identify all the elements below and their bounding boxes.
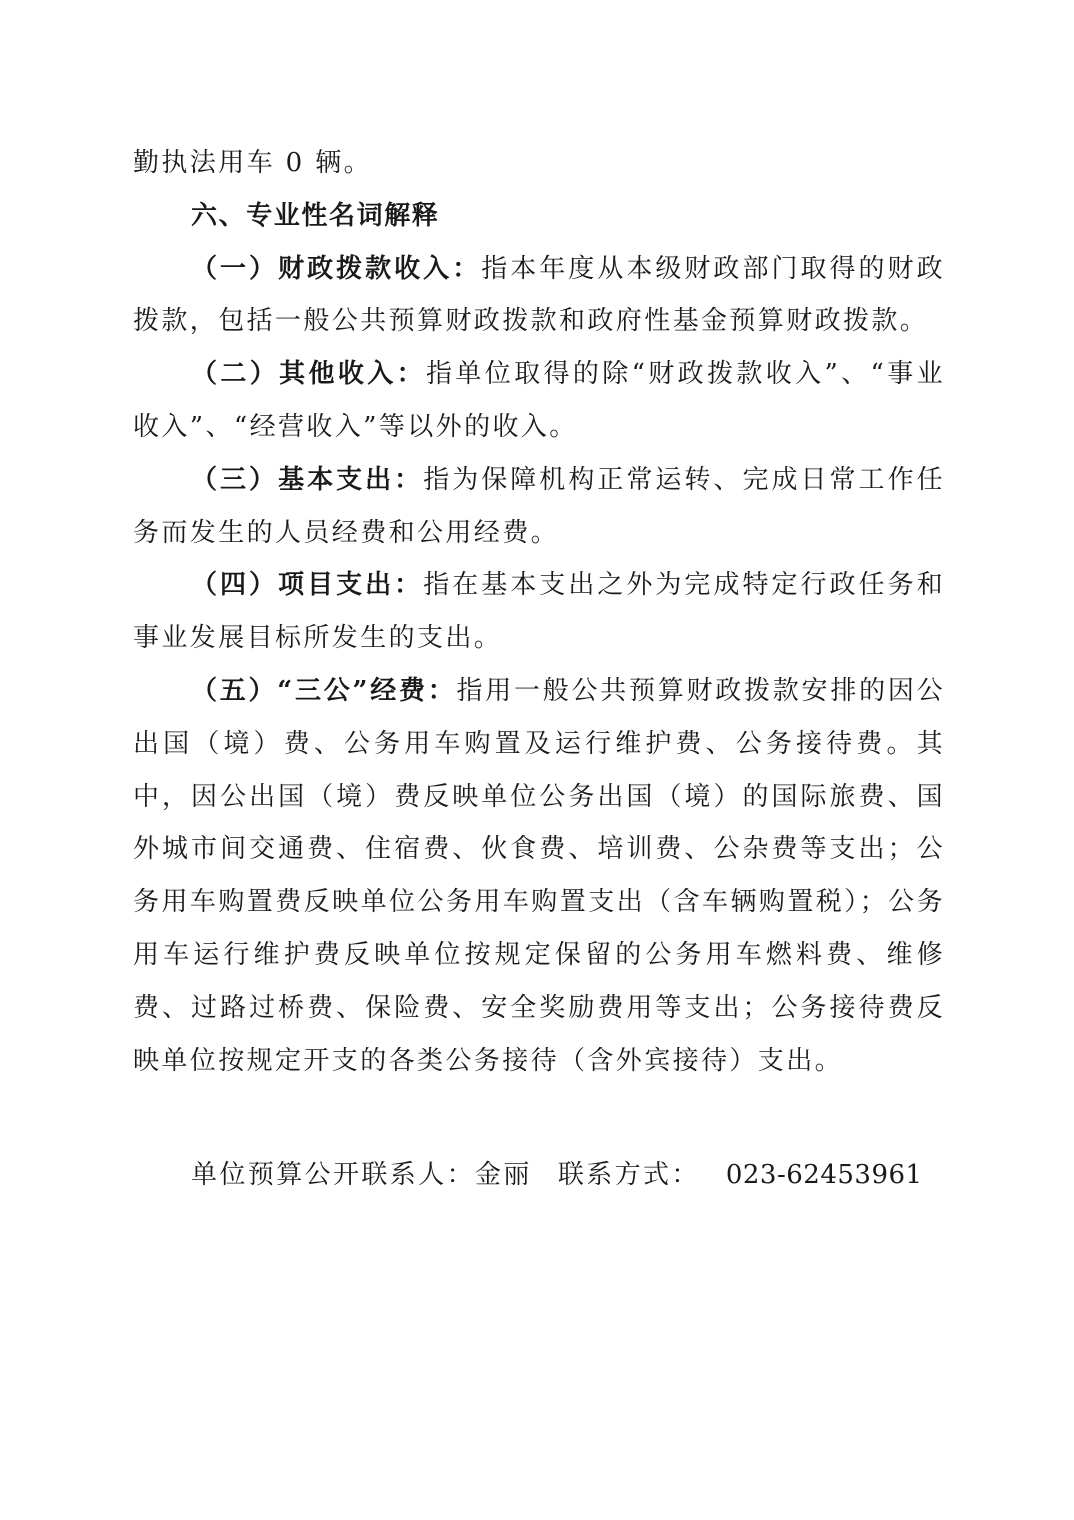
definition-term: （三）基本支出： xyxy=(191,464,424,495)
document-body xyxy=(133,137,945,1087)
definition-text: 指为保障机构正常运转、完成日常工作任务而发生的人员经费和公用经费。 xyxy=(133,464,946,548)
definition-paragraph xyxy=(133,348,945,454)
contact-name: 金丽 xyxy=(475,1160,532,1190)
definition-term: （四）项目支出： xyxy=(191,570,424,601)
contact-line xyxy=(191,1149,923,1202)
definition-paragraph xyxy=(133,559,945,665)
contact-method-label: 联系方式： xyxy=(557,1160,700,1190)
definition-text: 指在基本支出之外为完成特定行政任务和事业发展目标所发生的支出。 xyxy=(133,570,946,654)
definition-term: （五）“三公”经费： xyxy=(191,675,457,706)
definition-paragraph xyxy=(133,243,945,349)
continuation-paragraph: 勤执法用车 0 辆。 xyxy=(133,148,373,178)
definition-paragraph xyxy=(133,665,945,1087)
definition-text: 指用一般公共预算财政拨款安排的因公出国（境）费、公务用车购置及运行维护费、公务接待费。其中，因公出国（境）费反映单位公务出国（境）的国际旅费、国外城市间交通费、住宿费、伙食费、培训费、公杂费等支出；公务用车购置费反映单位公务用车购置支出（含车辆购置税）；公务用车运行维护费反映单位按规定保留的公务用车燃料费、维修费、过路过桥费、保险费、安全奖励费用等支出；公务接待费反映单位按规定开支的各类公务接待（含外宾接待）支出。 xyxy=(133,675,945,1076)
definition-term: （一）财政拨款收入： xyxy=(191,253,482,284)
contact-label: 单位预算公开联系人： xyxy=(191,1160,476,1190)
definition-term: （二）其他收入： xyxy=(191,359,426,390)
definition-paragraph xyxy=(133,454,945,560)
section-heading: 六、专业性名词解释 xyxy=(191,200,440,231)
definition-text: 指单位取得的除“财政拨款收入”、“事业收入”、“经营收入”等以外的收入。 xyxy=(133,359,946,442)
contact-phone: 023-62453961 xyxy=(725,1160,923,1190)
definition-text: 指本年度从本级财政部门取得的财政拨款，包括一般公共预算财政拨款和政府性基金预算财政拨款。 xyxy=(133,253,945,337)
